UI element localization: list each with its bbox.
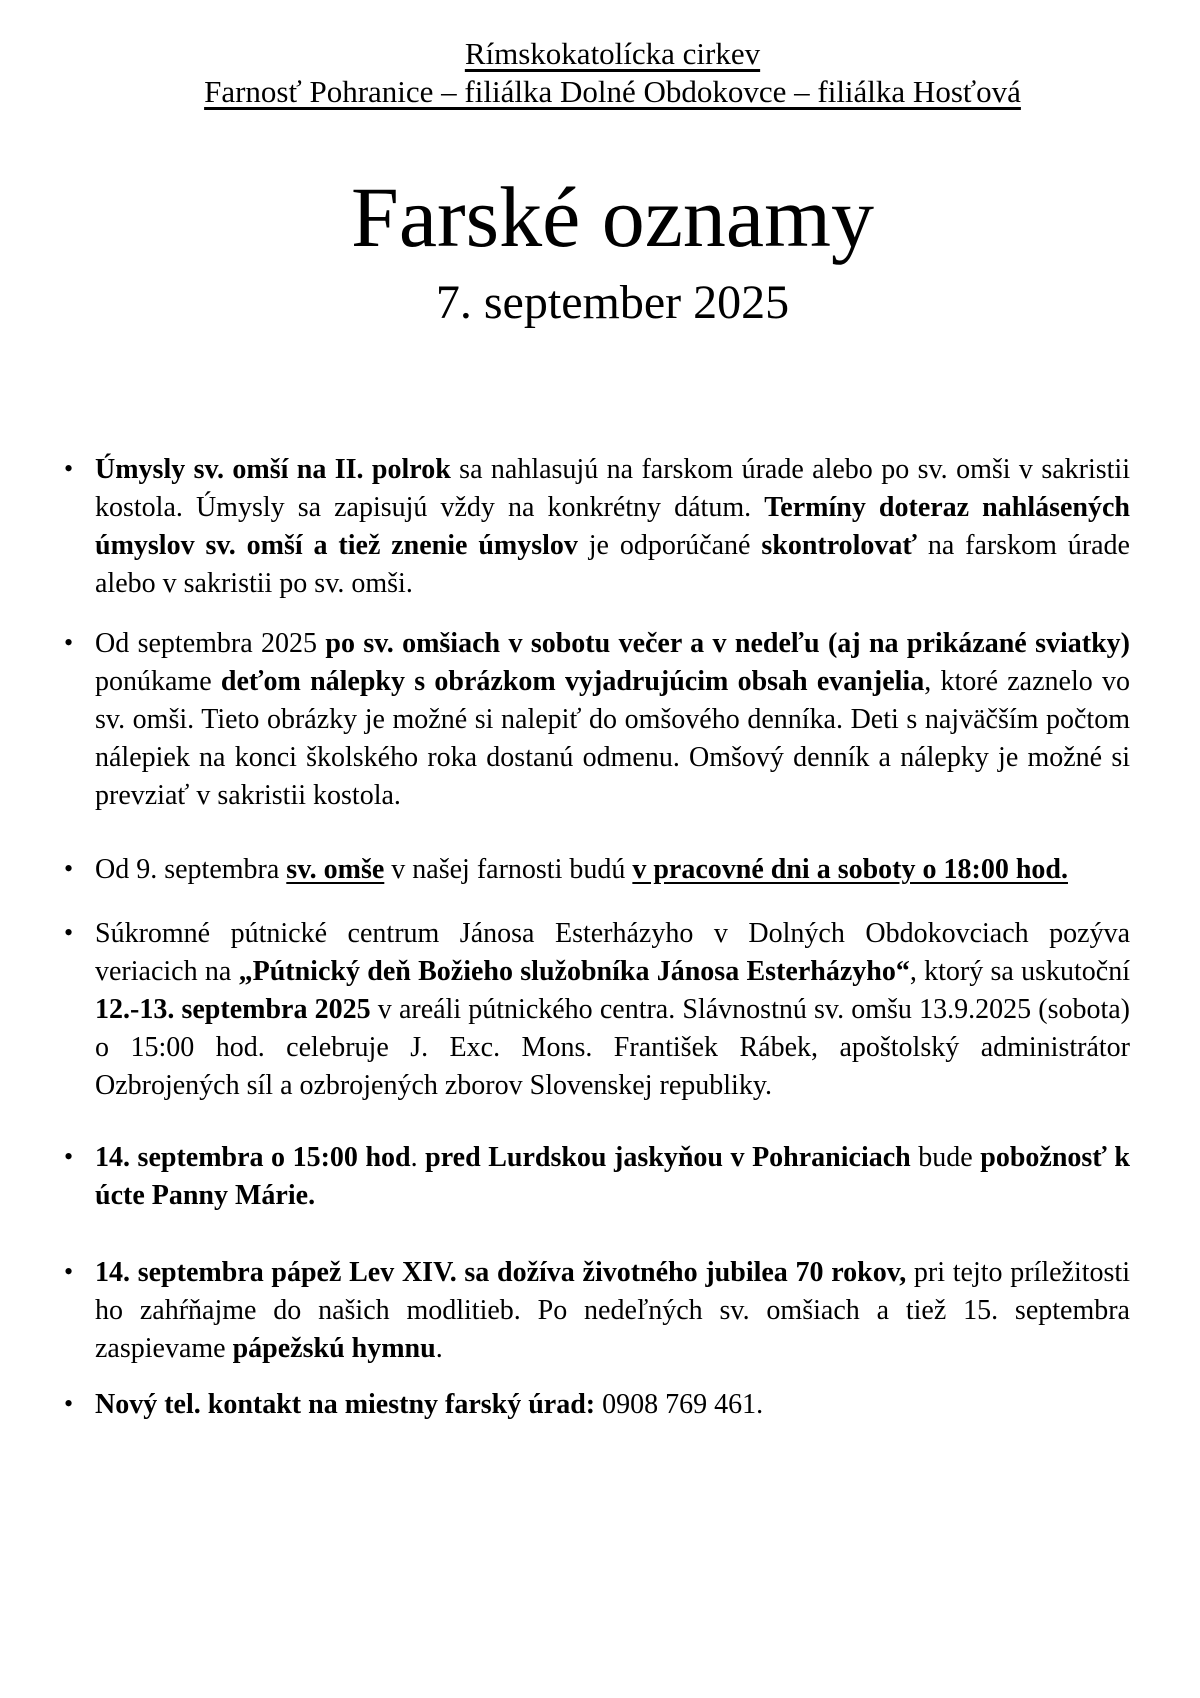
text-segment: Od septembra 2025	[95, 628, 326, 659]
page-date: 7. september 2025	[435, 276, 790, 329]
announcement-item	[64, 625, 1131, 815]
announcement-text	[95, 628, 1130, 811]
text-segment: v pracovné dni a soboty o 18:00 hod.	[632, 854, 1068, 885]
bullet-icon: •	[64, 1257, 74, 1286]
bullet-icon: •	[64, 1142, 74, 1171]
bullet-icon: •	[64, 454, 74, 483]
letterhead-line2: Farnosť Pohranice – filiálka Dolné Obdokovce – filiálka Hosťová	[204, 74, 1021, 109]
bullet-icon: •	[64, 918, 74, 947]
text-segment: pápežskú hymnu	[232, 1333, 436, 1364]
bullet-icon: •	[64, 628, 74, 657]
text-segment: sa nahlasujú na farskom úrade alebo po sv. omši v sakristii kostola. Úmysly sa zapisujú vždy na konkrétny dátum.	[95, 454, 1130, 523]
announcement-item	[64, 851, 1130, 889]
text-segment: pobožnosť k úcte Panny Márie.	[95, 1142, 1130, 1211]
text-segment: sv. omše	[286, 854, 385, 885]
announcement-text	[95, 454, 1130, 599]
text-segment: Súkromné pútnické centrum Jánosa Esterházyho v Dolných Obdokovciach pozýva veriacich na	[95, 918, 1130, 987]
announcement-text	[95, 1257, 1130, 1364]
announcement-item	[64, 1254, 1130, 1368]
announcement-list	[64, 451, 1131, 1424]
text-segment: 12.-13. septembra 2025	[95, 994, 371, 1025]
text-segment: v areáli pútnického centra. Slávnostnú sv. omšu 13.9.2025 (sobota) o 15:00 hod. celebruje J. Exc. Mons. František Rábek, apoštolský administrátor Ozbrojených síl a ozbrojených zborov Slovenskej republiky.	[95, 994, 1130, 1101]
text-segment: Nový tel. kontakt na miestny farský úrad:	[95, 1389, 596, 1420]
text-segment: deťom nálepky s obrázkom vyjadrujúcim obsah evanjelia	[220, 666, 925, 697]
text-segment: v našej farnosti budú	[384, 854, 633, 885]
announcement-text	[95, 1389, 763, 1420]
text-segment: .	[435, 1333, 443, 1364]
announcement-item	[64, 1386, 1130, 1424]
announcement-text	[95, 1142, 1130, 1211]
text-segment: Úmysly sv. omší na II. polrok	[95, 454, 451, 485]
text-segment: bude	[910, 1142, 981, 1173]
text-segment: , ktorý sa uskutoční	[909, 956, 1131, 987]
text-segment: Termíny doteraz nahlásených úmyslov sv. omší a tiež znenie úmyslov	[95, 492, 1130, 561]
text-segment: skontrolovať	[761, 530, 917, 561]
bullet-icon: •	[64, 1389, 74, 1418]
text-segment: 14. septembra pápež Lev XIV. sa dožíva životného jubilea 70 rokov,	[95, 1257, 907, 1288]
announcement-item	[64, 915, 1131, 1105]
text-segment: .	[410, 1142, 426, 1173]
letterhead	[95, 35, 1130, 111]
text-segment: na farskom úrade alebo v sakristii po sv. omši.	[95, 530, 1130, 599]
page-title: Farské oznamy	[350, 169, 874, 265]
announcement-text	[95, 854, 1068, 885]
text-segment: 0908 769 461.	[595, 1389, 764, 1420]
text-segment: pri tejto príležitosti ho zahŕňajme do našich modlitieb. Po nedeľných sv. omšiach a tiež 15. septembra zaspievame	[95, 1257, 1130, 1364]
text-segment: je odporúčané	[577, 530, 762, 561]
text-segment: „Pútnický deň Božieho služobníka Jánosa Esterházyho“	[238, 956, 910, 987]
announcement-item	[64, 451, 1130, 603]
letterhead-line1: Rímskokatolícka cirkev	[464, 36, 761, 71]
text-segment: , ktoré zaznelo vo sv. omši. Tieto obrázky je možné si nalepiť do omšového denníka. Deti s najväčším počtom nálepiek na konci školského roka dostanú odmenu. Omšový denník a nálepky je možné si prevziať v sakristii kostola.	[95, 666, 1131, 811]
text-segment: pred Lurdskou jaskyňou v Pohraniciach	[425, 1142, 911, 1173]
text-segment: Od 9. septembra	[95, 854, 287, 885]
announcement-text	[95, 918, 1130, 1101]
text-segment: 14. septembra o 15:00 hod	[95, 1142, 411, 1173]
announcement-item	[64, 1139, 1130, 1215]
text-segment: ponúkame	[95, 666, 221, 697]
bullet-icon: •	[64, 854, 74, 883]
text-segment: po sv. omšiach v sobotu večer a v nedeľu (aj na prikázané sviatky)	[325, 628, 1130, 659]
